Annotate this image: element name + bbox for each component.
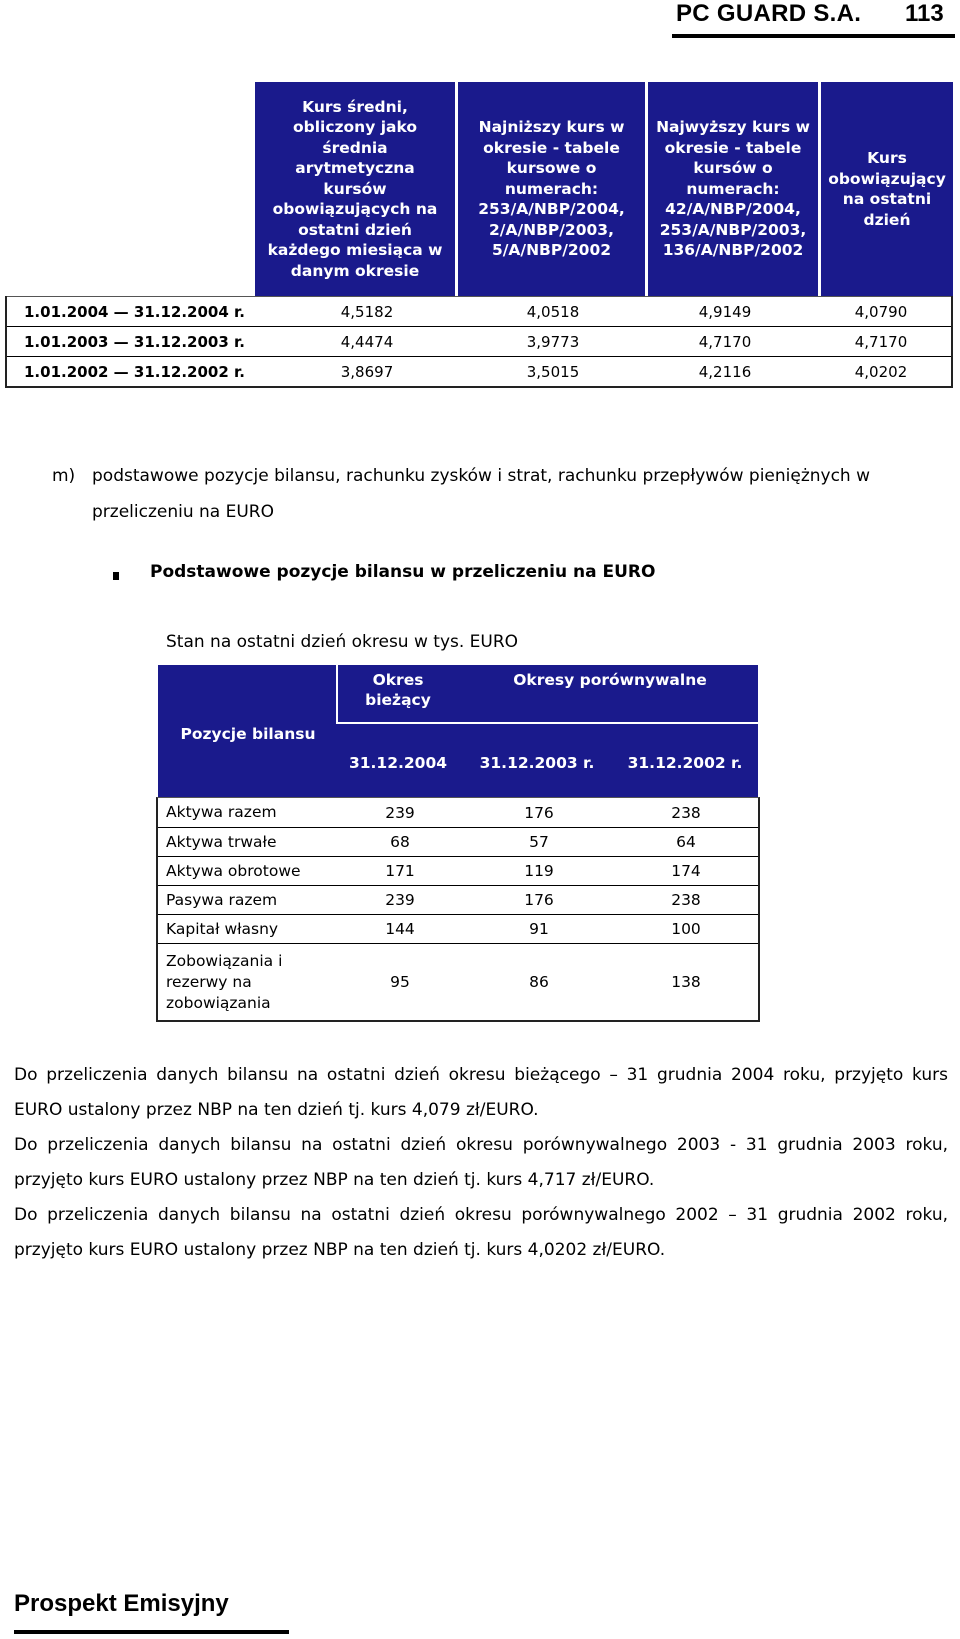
last-cell: 4,0790	[854, 302, 908, 321]
value-2004: 239	[385, 891, 415, 909]
value-2002: 174	[671, 862, 701, 880]
rates-header-avg: Kurs średni, obliczony jako średnia arytmetyczna kursów obowiązujących na ostatni dzień każdego miesiąca w danym okresie	[255, 82, 455, 296]
last-cell: 4,0202	[854, 362, 908, 381]
value-2004: 68	[390, 833, 410, 851]
square-bullet-icon	[113, 572, 119, 580]
last-cell: 4,7170	[854, 332, 908, 351]
header-date-2004: 31.12.2004	[348, 754, 448, 772]
table-row	[7, 356, 951, 386]
table-row	[158, 856, 758, 885]
item-name: Zobowiązania i rezerwy na zobowiązania	[166, 951, 283, 1012]
header-items: Pozycje bilansu	[180, 725, 316, 743]
item-name: Aktywa trwałe	[166, 832, 277, 851]
value-2002: 238	[671, 803, 701, 822]
conversion-notes	[14, 1058, 948, 1268]
table-row	[7, 326, 951, 356]
table-row	[158, 798, 758, 827]
section-label: m)	[52, 466, 76, 486]
header-divider	[336, 722, 758, 724]
subsection-title: Podstawowe pozycje bilansu w przeliczeniu na EURO	[150, 562, 656, 582]
note-2004: Do przeliczenia danych bilansu na ostatni dzień okresu bieżącego – 31 grudnia 2004 roku, przyjęto kurs EURO ustalony przez NBP na ten dzień tj. kurs 4,079 zł/EURO.	[14, 1065, 948, 1120]
note-2003: Do przeliczenia danych bilansu na ostatni dzień okresu porównywalnego 2003 - 31 grudnia 2003 roku, przyjęto kurs EURO ustalony przez NBP na ten dzień tj. kurs 4,717 zł/EURO.	[14, 1135, 948, 1190]
note-2002: Do przeliczenia danych bilansu na ostatni dzień okresu porównywalnego 2002 – 31 grudnia 2002 roku, przyjęto kurs EURO ustalony przez NBP na ten dzień tj. kurs 4,0202 zł/EURO.	[14, 1205, 948, 1260]
table-row	[158, 943, 758, 1020]
table-caption: Stan na ostatni dzień okresu w tys. EURO	[166, 632, 519, 652]
table-row	[158, 914, 758, 943]
value-2004: 171	[385, 862, 415, 880]
rates-header-last: Kurs obowiązujący na ostatni dzień	[821, 82, 953, 296]
value-2002: 100	[671, 920, 701, 938]
header-date-2003: 31.12.2003 r.	[479, 754, 595, 772]
table-row	[7, 296, 951, 326]
item-name: Aktywa razem	[166, 803, 277, 821]
value-2003: 86	[529, 973, 549, 991]
rates-header-min: Najniższy kurs w okresie - tabele kursowe o numerach: 253/A/NBP/2004, 2/A/NBP/2003, 5/A/NBP/2002	[458, 82, 645, 296]
value-2003: 119	[524, 862, 554, 880]
avg-cell: 4,5182	[340, 302, 394, 321]
page-number: 113	[905, 0, 944, 27]
footer-rule	[14, 1630, 289, 1634]
value-2004: 144	[385, 920, 415, 938]
item-name: Aktywa obrotowe	[166, 861, 301, 880]
value-2004: 239	[385, 803, 415, 822]
item-name: Kapitał własny	[166, 919, 279, 938]
avg-cell: 3,8697	[340, 362, 394, 381]
period-cell: 1.01.2002 — 31.12.2002 r.	[24, 362, 245, 381]
value-2002: 138	[671, 973, 701, 991]
rates-body	[5, 296, 953, 388]
header-current: Okres bieżący	[365, 671, 431, 709]
value-2003: 91	[529, 920, 549, 938]
min-cell: 3,5015	[526, 362, 580, 381]
value-2003: 176	[524, 891, 554, 909]
header-comparable: Okresy porównywalne	[513, 671, 707, 689]
value-2004: 95	[390, 973, 410, 991]
value-2002: 64	[676, 833, 696, 851]
max-cell: 4,7170	[698, 332, 752, 351]
header-date-2002: 31.12.2002 r.	[627, 754, 743, 772]
min-cell: 4,0518	[526, 302, 580, 321]
section-m	[52, 458, 932, 530]
company-name: PC GUARD S.A.	[676, 0, 862, 27]
value-2003: 176	[524, 803, 554, 822]
table-row	[158, 885, 758, 914]
balance-body	[156, 797, 760, 1022]
max-cell: 4,2116	[698, 362, 752, 381]
item-name: Pasywa razem	[166, 890, 278, 909]
min-cell: 3,9773	[526, 332, 580, 351]
footer-title: Prospekt Emisyjny	[14, 1590, 229, 1617]
rates-header-max: Najwyższy kurs w okresie - tabele kursów o numerach: 42/A/NBP/2004, 253/A/NBP/2003, 136/A/NBP/2002	[648, 82, 818, 296]
period-cell: 1.01.2004 — 31.12.2004 r.	[24, 302, 245, 321]
avg-cell: 4,4474	[340, 332, 394, 351]
period-cell: 1.01.2003 — 31.12.2003 r.	[24, 332, 245, 351]
header-rule	[672, 34, 955, 38]
section-text: podstawowe pozycje bilansu, rachunku zysków i strat, rachunku przepływów pieniężnych w przeliczeniu na EURO	[92, 466, 871, 522]
table-row	[158, 827, 758, 856]
max-cell: 4,9149	[698, 302, 752, 321]
value-2002: 238	[671, 891, 701, 909]
value-2003: 57	[529, 833, 549, 851]
